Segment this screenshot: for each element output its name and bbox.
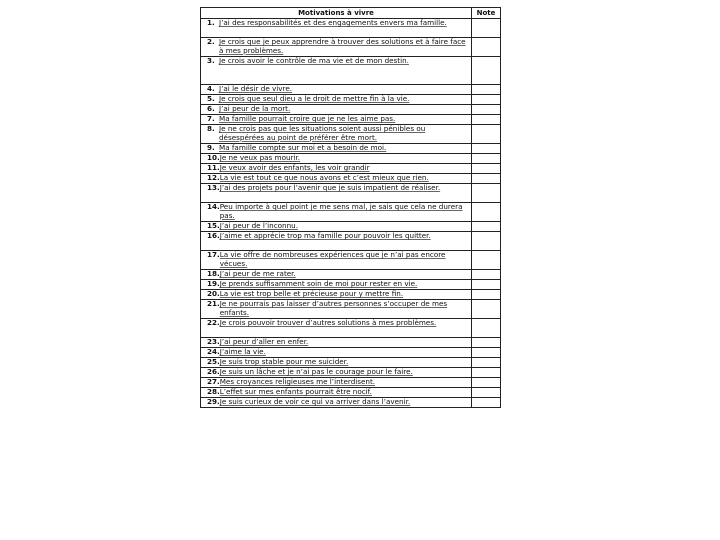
- table-row: [201, 174, 501, 184]
- item-number: 16.: [207, 231, 220, 240]
- item-number: 23.: [207, 337, 220, 346]
- table-row: [201, 319, 501, 338]
- note-cell[interactable]: [472, 184, 501, 203]
- list-item: [201, 300, 471, 317]
- item-number: 17.: [207, 250, 220, 259]
- item-number: 25.: [207, 357, 220, 366]
- note-cell[interactable]: [472, 338, 501, 348]
- table-row: [201, 398, 501, 408]
- table-row: [201, 270, 501, 280]
- motivations-table: [200, 7, 501, 408]
- table-row: [201, 19, 501, 38]
- note-cell[interactable]: [472, 154, 501, 164]
- note-cell[interactable]: [472, 174, 501, 184]
- motivations-table-container: [200, 7, 500, 408]
- item-text: Je crois que seul dieu a le droit de mettre fin à la vie.: [219, 94, 410, 103]
- list-item: [201, 125, 471, 142]
- table-row: [201, 57, 501, 85]
- item-number: 27.: [207, 377, 220, 386]
- item-text: J’ai des projets pour l’avenir que je suis impatient de réaliser.: [219, 183, 441, 192]
- item-text: Je crois pouvoir trouver d’autres solutions à mes problèmes.: [219, 318, 437, 327]
- item-number: 9.: [207, 143, 215, 152]
- item-number: 5.: [207, 94, 215, 103]
- list-item: [201, 358, 471, 367]
- table-row: [201, 300, 501, 319]
- table-row: [201, 348, 501, 358]
- table-row: [201, 338, 501, 348]
- list-item: [201, 174, 471, 183]
- note-cell[interactable]: [472, 38, 501, 57]
- table-row: [201, 222, 501, 232]
- table-row: [201, 164, 501, 174]
- item-number: 3.: [207, 56, 215, 65]
- note-cell[interactable]: [472, 105, 501, 115]
- item-number: 11.: [207, 163, 220, 172]
- item-text: L’effet sur mes enfants pourrait être nocif.: [219, 387, 372, 396]
- item-number: 22.: [207, 318, 220, 327]
- list-item: [201, 290, 471, 299]
- list-item: [201, 85, 471, 94]
- item-number: 12.: [207, 173, 220, 182]
- item-number: 19.: [207, 279, 220, 288]
- note-cell[interactable]: [472, 378, 501, 388]
- list-item: [201, 368, 471, 377]
- item-number: 26.: [207, 367, 220, 376]
- list-item: [201, 251, 471, 268]
- item-number: 7.: [207, 114, 215, 123]
- item-number: 18.: [207, 269, 220, 278]
- note-cell[interactable]: [472, 348, 501, 358]
- list-item: [201, 388, 471, 397]
- table-row: [201, 232, 501, 251]
- item-number: 8.: [207, 124, 215, 133]
- item-text: J’ai peur de l’inconnu.: [219, 221, 299, 230]
- list-item: [201, 95, 471, 104]
- list-item: [201, 319, 471, 328]
- item-number: 29.: [207, 397, 220, 406]
- note-cell[interactable]: [472, 398, 501, 408]
- header-note: Note: [472, 8, 501, 19]
- table-row: [201, 154, 501, 164]
- list-item: [201, 38, 471, 55]
- item-text: Je suis trop stable pour me suicider.: [219, 357, 349, 366]
- list-item: [201, 378, 471, 387]
- note-cell[interactable]: [472, 19, 501, 38]
- item-text: Je ne crois pas que les situations soient aussi pénibles ou désespérées au point de préférer être mort.: [219, 124, 426, 142]
- list-item: [201, 338, 471, 347]
- note-cell[interactable]: [472, 290, 501, 300]
- item-text: Je crois avoir le contrôle de ma vie et de mon destin.: [219, 56, 409, 65]
- table-row: [201, 144, 501, 154]
- list-item: [201, 144, 471, 153]
- item-text: J’ai des responsabilités et des engagements envers ma famille.: [219, 18, 447, 27]
- note-cell[interactable]: [472, 85, 501, 95]
- table-row: [201, 85, 501, 95]
- note-cell[interactable]: [472, 388, 501, 398]
- list-item: [201, 398, 471, 407]
- table-row: [201, 358, 501, 368]
- item-text: Ma famille compte sur moi et a besoin de moi.: [219, 143, 387, 152]
- item-text: J’ai le désir de vivre.: [219, 84, 293, 93]
- item-number: 28.: [207, 387, 220, 396]
- item-text: Je suis curieux de voir ce qui va arriver dans l’avenir.: [219, 397, 411, 406]
- note-cell[interactable]: [472, 319, 501, 338]
- table-row: [201, 38, 501, 57]
- table-row: [201, 203, 501, 222]
- item-text: Peu importe à quel point je me sens mal, je sais que cela ne durera pas.: [219, 202, 463, 220]
- list-item: [201, 115, 471, 124]
- table-row: [201, 125, 501, 144]
- item-number: 24.: [207, 347, 220, 356]
- list-item: [201, 105, 471, 114]
- table-row: [201, 388, 501, 398]
- note-cell[interactable]: [472, 358, 501, 368]
- note-cell[interactable]: [472, 251, 501, 270]
- list-item: [201, 154, 471, 163]
- item-text: Ma famille pourrait croire que je ne les aime pas.: [219, 114, 396, 123]
- item-text: Je ne pourrais pas laisser d’autres personnes s’occuper de mes enfants.: [219, 299, 448, 317]
- item-number: 13.: [207, 183, 220, 192]
- table-row: [201, 280, 501, 290]
- list-item: [201, 232, 471, 241]
- note-cell[interactable]: [472, 368, 501, 378]
- table-row: [201, 368, 501, 378]
- list-item: [201, 57, 471, 66]
- item-number: 4.: [207, 84, 215, 93]
- list-item: [201, 280, 471, 289]
- table-row: [201, 290, 501, 300]
- table-row: [201, 105, 501, 115]
- item-text: J’aime et apprécie trop ma famille pour pouvoir les quitter.: [219, 231, 431, 240]
- item-text: J’ai peur de la mort.: [219, 104, 291, 113]
- item-number: 15.: [207, 221, 220, 230]
- list-item: [201, 164, 471, 173]
- table-row: [201, 184, 501, 203]
- list-item: [201, 19, 471, 28]
- table-row: [201, 115, 501, 125]
- list-item: [201, 270, 471, 279]
- item-text: J’ai peur de me rater.: [219, 269, 296, 278]
- item-text: Mes croyances religieuses me l’interdisent.: [219, 377, 376, 386]
- note-cell[interactable]: [472, 300, 501, 319]
- item-number: 6.: [207, 104, 215, 113]
- table-row: [201, 95, 501, 105]
- header-motivations: Motivations à vivre: [201, 8, 472, 19]
- item-text: La vie est trop belle et précieuse pour y mettre fin.: [219, 289, 404, 298]
- item-number: 14.: [207, 202, 220, 211]
- item-text: Je ne veux pas mourir.: [219, 153, 301, 162]
- note-cell[interactable]: [472, 203, 501, 222]
- item-text: La vie est tout ce que nous avons et c’est mieux que rien.: [219, 173, 429, 182]
- item-text: Je veux avoir des enfants, les voir grandir: [219, 163, 370, 172]
- note-cell[interactable]: [472, 222, 501, 232]
- item-text: J’aime la vie.: [219, 347, 266, 356]
- note-cell[interactable]: [472, 57, 501, 85]
- table-header-row: [201, 8, 501, 19]
- item-text: Je suis un lâche et je n’ai pas le courage pour le faire.: [219, 367, 413, 376]
- note-cell[interactable]: [472, 95, 501, 105]
- item-text: Je crois que je peux apprendre à trouver des solutions et à faire face à mes problèmes.: [219, 37, 466, 55]
- note-cell[interactable]: [472, 164, 501, 174]
- table-row: [201, 251, 501, 270]
- list-item: [201, 222, 471, 231]
- note-cell[interactable]: [472, 232, 501, 251]
- item-number: 2.: [207, 37, 215, 46]
- note-cell[interactable]: [472, 280, 501, 290]
- note-cell[interactable]: [472, 115, 501, 125]
- item-number: 1.: [207, 18, 215, 27]
- item-number: 21.: [207, 299, 220, 308]
- list-item: [201, 348, 471, 357]
- note-cell[interactable]: [472, 144, 501, 154]
- item-text: J’ai peur d’aller en enfer.: [219, 337, 309, 346]
- item-number: 20.: [207, 289, 220, 298]
- note-cell[interactable]: [472, 125, 501, 144]
- list-item: [201, 184, 471, 193]
- item-number: 10.: [207, 153, 220, 162]
- list-item: [201, 203, 471, 220]
- item-text: La vie offre de nombreuses expériences que je n’ai pas encore vécues.: [219, 250, 446, 268]
- item-text: Je prends suffisamment soin de moi pour rester en vie.: [219, 279, 418, 288]
- note-cell[interactable]: [472, 270, 501, 280]
- table-row: [201, 378, 501, 388]
